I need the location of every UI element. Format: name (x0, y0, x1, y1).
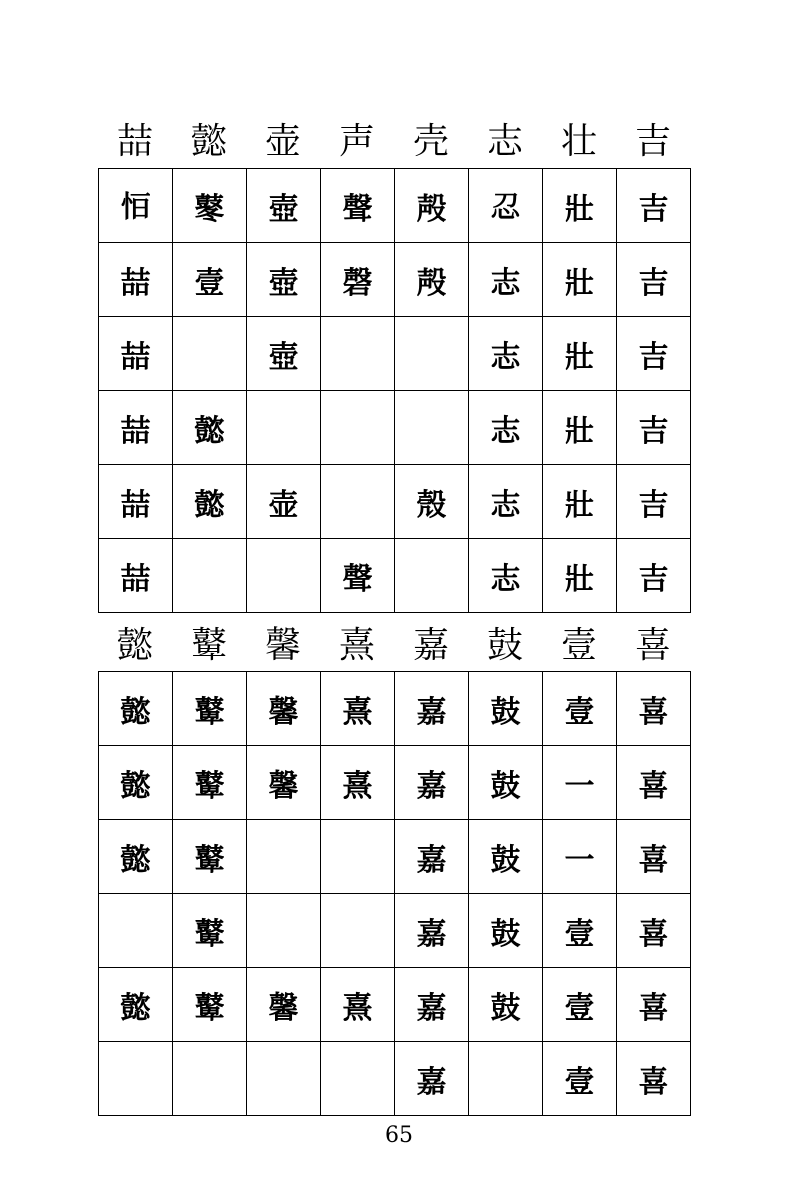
glyph-row (99, 465, 691, 539)
glyph-cell: 鼕 (173, 169, 247, 243)
glyph-cell: 鼓 (469, 894, 543, 968)
glyph-cell (247, 1042, 321, 1116)
glyph-cell: 懿 (99, 968, 173, 1042)
page-number: 65 (385, 1123, 413, 1148)
glyph-row (99, 243, 691, 317)
glyph-cell: 殼 (395, 465, 469, 539)
header-char: 声 (338, 121, 375, 162)
header-char: 懿 (190, 121, 227, 162)
header-char: 志 (486, 121, 523, 162)
glyph-cell: 吉 (617, 465, 691, 539)
glyph-cell: 喜 (617, 672, 691, 746)
glyph-cell (247, 820, 321, 894)
glyph-cell: 鼓 (469, 746, 543, 820)
glyph-table-2 (98, 671, 691, 1116)
glyph-cell: 喜 (617, 968, 691, 1042)
glyph-cell: 聲 (321, 539, 395, 613)
header-char: 嘉 (412, 625, 449, 666)
header-char: 鼓 (486, 625, 523, 666)
glyph-cell: 志 (469, 243, 543, 317)
glyph-cell: 志 (469, 539, 543, 613)
glyph-cell: 吉 (617, 317, 691, 391)
glyph-cell (321, 391, 395, 465)
header-char: 鼙 (190, 625, 227, 666)
header-char: 懿 (116, 625, 153, 666)
glyph-cell: 壶 (247, 465, 321, 539)
glyph-cell (99, 1042, 173, 1116)
glyph-cell: 鼙 (173, 672, 247, 746)
glyph-cell: 熹 (321, 672, 395, 746)
glyph-cell (247, 894, 321, 968)
glyph-cell: 壯 (543, 317, 617, 391)
glyph-cell: 喜 (617, 894, 691, 968)
header-char: 壳 (412, 121, 449, 162)
glyph-cell: 嘉 (395, 672, 469, 746)
glyph-cell: 聲 (321, 169, 395, 243)
header-char: 壮 (560, 121, 597, 162)
header-char: 壶 (264, 121, 301, 162)
glyph-cell: 喆 (99, 391, 173, 465)
glyph-cell: 懿 (99, 672, 173, 746)
glyph-cell: 壯 (543, 391, 617, 465)
glyph-cell: 鼓 (469, 968, 543, 1042)
glyph-cell: 志 (469, 465, 543, 539)
glyph-cell: 壯 (543, 539, 617, 613)
glyph-cell: 喜 (617, 820, 691, 894)
glyph-cell (247, 391, 321, 465)
glyph-row (99, 391, 691, 465)
glyph-cell: 吉 (617, 243, 691, 317)
glyph-cell (173, 1042, 247, 1116)
glyph-cell: 壹 (173, 243, 247, 317)
glyph-cell: 壯 (543, 465, 617, 539)
header-char: 喆 (116, 121, 153, 162)
glyph-cell (321, 465, 395, 539)
glyph-cell: 喆 (99, 465, 173, 539)
glyph-cell: 懿 (173, 391, 247, 465)
glyph-cell: 熹 (321, 746, 395, 820)
glyph-cell (469, 1042, 543, 1116)
glyph-cell: 喜 (617, 746, 691, 820)
glyph-cell: 壺 (247, 317, 321, 391)
glyph-cell: 懿 (99, 746, 173, 820)
glyph-cell: 鼓 (469, 672, 543, 746)
glyph-cell (321, 820, 395, 894)
glyph-cell: 吉 (617, 539, 691, 613)
glyph-cell (173, 539, 247, 613)
glyph-cell: 磬 (321, 243, 395, 317)
glyph-cell: 壯 (543, 169, 617, 243)
glyph-cell: 殸 (395, 243, 469, 317)
glyph-cell: 壹 (543, 1042, 617, 1116)
glyph-cell: 鼙 (173, 746, 247, 820)
glyph-row (99, 746, 691, 820)
glyph-cell: 吉 (617, 169, 691, 243)
glyph-cell: 𢖫 (469, 169, 543, 243)
glyph-cell: 嘉 (395, 894, 469, 968)
glyph-cell: 嘉 (395, 746, 469, 820)
glyph-cell: 壹 (543, 894, 617, 968)
glyph-cell: 鼙 (173, 968, 247, 1042)
glyph-cell (395, 317, 469, 391)
glyph-cell (99, 894, 173, 968)
glyph-cell: 志 (469, 317, 543, 391)
glyph-cell: 殸 (395, 169, 469, 243)
glyph-cell: 馨 (247, 968, 321, 1042)
header-char: 吉 (634, 121, 671, 162)
glyph-cell: 喜 (617, 1042, 691, 1116)
glyph-cell: 鼓 (469, 820, 543, 894)
header-char: 馨 (264, 625, 301, 666)
glyph-row (99, 1042, 691, 1116)
header-row-1 (98, 118, 690, 166)
glyph-cell: 𢘆 (99, 169, 173, 243)
glyph-cell: 喆 (99, 243, 173, 317)
glyph-row (99, 317, 691, 391)
header-char: 喜 (634, 625, 671, 666)
glyph-cell: 壺 (247, 169, 321, 243)
glyph-cell: 鼙 (173, 820, 247, 894)
glyph-cell (321, 894, 395, 968)
glyph-row (99, 968, 691, 1042)
glyph-cell (321, 1042, 395, 1116)
glyph-cell: 一 (543, 746, 617, 820)
glyph-row (99, 820, 691, 894)
glyph-cell: 嘉 (395, 820, 469, 894)
glyph-cell (247, 539, 321, 613)
glyph-cell (173, 317, 247, 391)
glyph-cell: 壹 (543, 968, 617, 1042)
glyph-row (99, 672, 691, 746)
glyph-cell: 一 (543, 820, 617, 894)
glyph-table-1 (98, 168, 691, 613)
glyph-cell: 壺 (247, 243, 321, 317)
glyph-cell (395, 391, 469, 465)
glyph-row (99, 539, 691, 613)
glyph-row (99, 169, 691, 243)
glyph-cell: 壯 (543, 243, 617, 317)
glyph-cell: 吉 (617, 391, 691, 465)
glyph-cell: 馨 (247, 746, 321, 820)
glyph-cell: 嘉 (395, 968, 469, 1042)
glyph-cell: 鼙 (173, 894, 247, 968)
header-char: 壹 (560, 625, 597, 666)
glyph-cell: 志 (469, 391, 543, 465)
glyph-cell: 熹 (321, 968, 395, 1042)
glyph-cell: 嘉 (395, 1042, 469, 1116)
glyph-cell: 壹 (543, 672, 617, 746)
glyph-row (99, 894, 691, 968)
glyph-cell (395, 539, 469, 613)
glyph-cell: 馨 (247, 672, 321, 746)
glyph-cell: 喆 (99, 317, 173, 391)
glyph-cell: 懿 (99, 820, 173, 894)
header-char: 熹 (338, 625, 375, 666)
header-row-2 (98, 622, 690, 670)
glyph-cell: 喆 (99, 539, 173, 613)
glyph-cell (321, 317, 395, 391)
glyph-cell: 懿 (173, 465, 247, 539)
